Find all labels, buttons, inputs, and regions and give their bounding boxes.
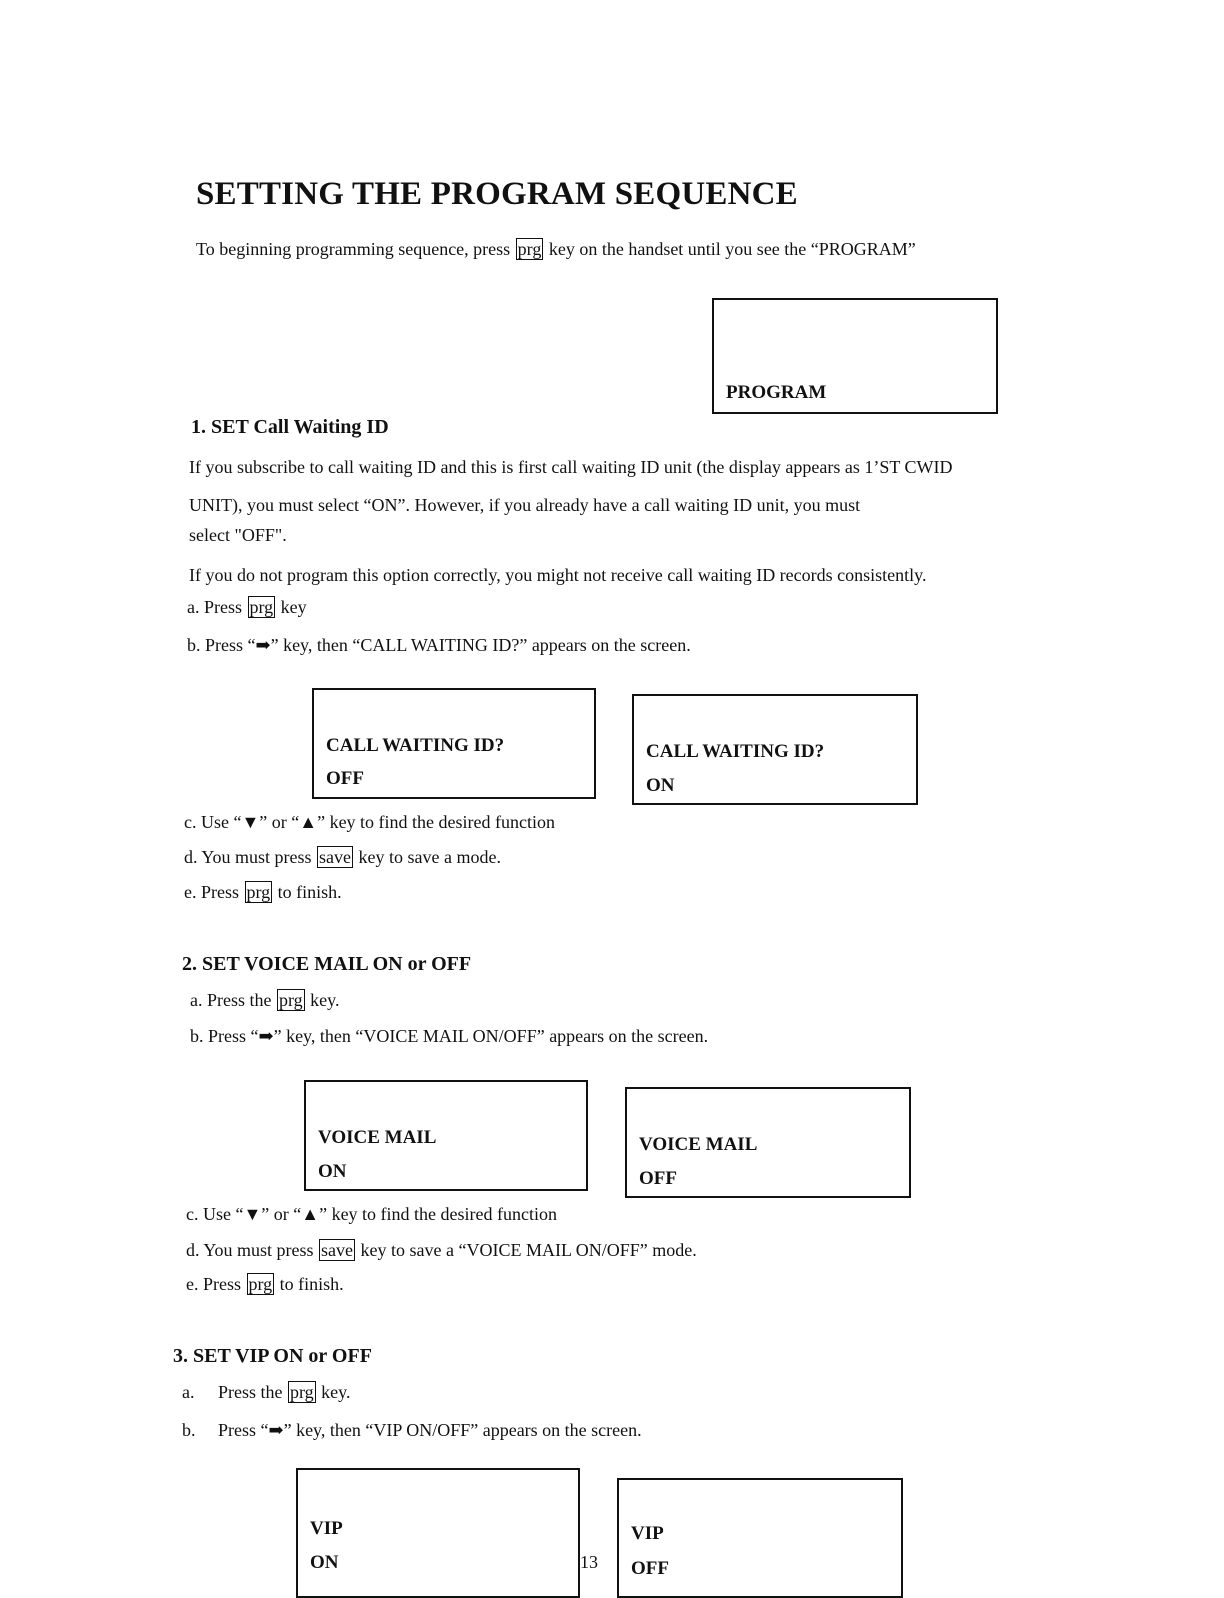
display-line1: CALL WAITING ID? <box>646 741 825 762</box>
section1-para1-line3: select "OFF". <box>189 525 287 545</box>
step-a-before: a. Press <box>187 597 242 617</box>
step-e-after: to finish. <box>279 1274 344 1294</box>
step-a-after: key. <box>321 1382 351 1402</box>
section1-heading: 1. SET Call Waiting ID <box>191 416 389 438</box>
save-key: save <box>321 1240 354 1260</box>
section3-heading: 3. SET VIP ON or OFF <box>173 1345 372 1367</box>
prg-key: prg <box>248 1274 273 1294</box>
section1-para1-line1: If you subscribe to call waiting ID and this is first call waiting ID unit (the display appears as 1’ST CWID <box>189 457 953 477</box>
display-line1: VIP <box>310 1518 343 1539</box>
page-title: SETTING THE PROGRAM SEQUENCE <box>196 176 798 212</box>
page-number: 13 <box>580 1552 598 1572</box>
program-display <box>712 298 998 414</box>
section2-step-d <box>186 1239 697 1261</box>
prg-key: prg <box>517 239 542 259</box>
section1-para1-line2: UNIT), you must select “ON”. However, if you already have a call waiting ID unit, you must <box>189 495 861 515</box>
step-a-before: Press the <box>218 1382 283 1402</box>
prg-key: prg <box>290 1382 314 1402</box>
step-e-before: e. Press <box>184 882 239 902</box>
section1-step-c: c. Use “▼” or “▲” key to find the desired function <box>184 812 556 832</box>
step-d-after: key to save a “VOICE MAIL ON/OFF” mode. <box>360 1240 697 1260</box>
step-b-text: Press “➡” key, then “VIP ON/OFF” appears on the screen. <box>218 1420 642 1440</box>
display-line1: CALL WAITING ID? <box>326 735 505 756</box>
section1-step-a <box>187 596 307 618</box>
section3-step-a <box>182 1381 351 1403</box>
intro-after: key on the handset until you see the “PROGRAM” <box>548 239 916 259</box>
prg-key: prg <box>249 597 274 617</box>
save-key: save <box>319 847 352 867</box>
section2-step-c: c. Use “▼” or “▲” key to find the desired function <box>186 1204 558 1224</box>
display-line2: ON <box>310 1552 339 1573</box>
step-d-before: d. You must press <box>186 1240 314 1260</box>
section2-heading: 2. SET VOICE MAIL ON or OFF <box>182 953 472 975</box>
section1-step-b: b. Press “➡” key, then “CALL WAITING ID?” appears on the screen. <box>187 635 691 655</box>
step-e-before: e. Press <box>186 1274 241 1294</box>
prg-key: prg <box>278 990 303 1010</box>
step-b-label: b. <box>182 1420 196 1440</box>
display-line2: ON <box>318 1161 347 1182</box>
display-line1: VOICE MAIL <box>318 1127 437 1148</box>
section1-step-e <box>184 881 342 903</box>
step-a-before: a. Press the <box>190 990 272 1010</box>
display-line2: OFF <box>326 768 364 789</box>
intro-text <box>196 238 916 260</box>
section2-step-a <box>190 989 339 1011</box>
display-line1: VOICE MAIL <box>639 1134 758 1155</box>
section2-step-b: b. Press “➡” key, then “VOICE MAIL ON/OFF” appears on the screen. <box>190 1026 709 1046</box>
voicemail-display-on <box>304 1080 588 1191</box>
step-e-after: to finish. <box>277 882 342 902</box>
prg-key: prg <box>246 882 271 902</box>
step-d-before: d. You must press <box>184 847 312 867</box>
step-a-label: a. <box>182 1382 195 1402</box>
cwid-display-on <box>632 694 918 805</box>
vip-display-off <box>617 1478 903 1598</box>
intro-before: To beginning programming sequence, press <box>196 239 511 259</box>
step-a-after: key. <box>310 990 340 1010</box>
cwid-display-off <box>312 688 596 799</box>
section3-step-b <box>182 1419 642 1441</box>
section2-step-e <box>186 1273 344 1295</box>
voicemail-display-off <box>625 1087 911 1198</box>
vip-display-on <box>296 1468 580 1598</box>
display-line2: OFF <box>639 1168 677 1189</box>
step-a-after: key <box>280 597 307 617</box>
display-line2: OFF <box>631 1558 669 1579</box>
step-d-after: key to save a mode. <box>358 847 501 867</box>
section1-para2: If you do not program this option correctly, you might not receive call waiting ID records consistently. <box>189 565 927 585</box>
section1-step-d <box>184 846 501 868</box>
display-line2: ON <box>646 775 675 796</box>
display-line1: VIP <box>631 1523 664 1544</box>
program-display-line: PROGRAM <box>726 382 827 403</box>
